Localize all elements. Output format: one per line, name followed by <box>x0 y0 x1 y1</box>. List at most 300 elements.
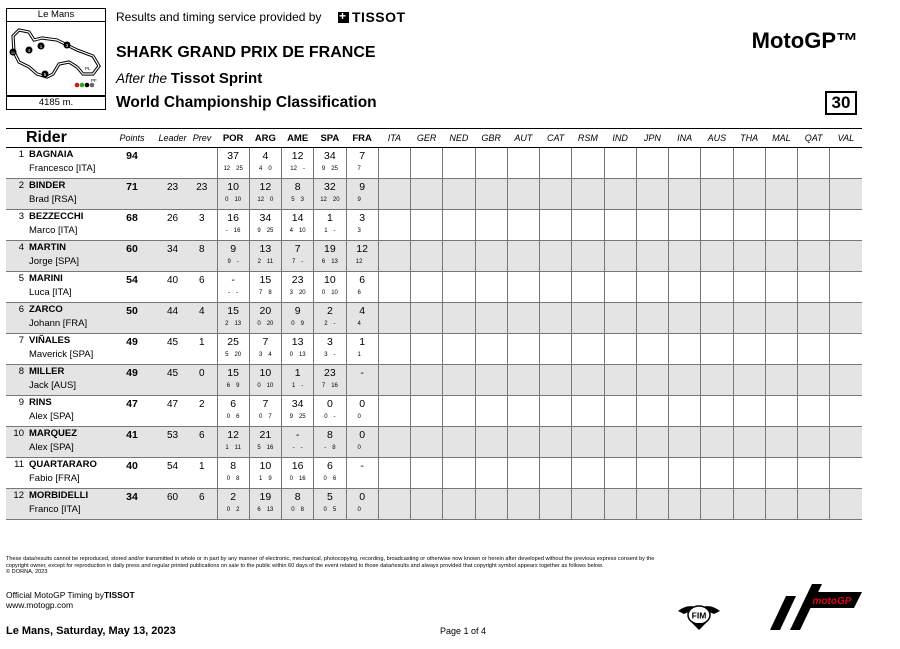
race-breakdown <box>218 320 249 329</box>
race-result-empty <box>830 179 862 210</box>
svg-text:FIM: FIM <box>691 610 707 621</box>
race-result-empty <box>636 365 668 396</box>
swiss-cross-icon <box>338 12 349 23</box>
race-result-empty <box>507 396 539 427</box>
breakdown-value: 7 <box>268 414 272 420</box>
race-result-empty <box>798 148 830 179</box>
race-result-empty <box>507 458 539 489</box>
race-breakdown <box>282 475 313 484</box>
race-result-empty <box>572 303 604 334</box>
race-result-empty <box>475 458 507 489</box>
race-result-empty <box>636 179 668 210</box>
race-result-cell <box>346 303 378 334</box>
race-points: 1 <box>294 367 301 379</box>
race-points: 9 <box>359 181 366 193</box>
race-result-empty <box>765 241 797 272</box>
breakdown-value: 25 <box>331 166 338 172</box>
race-points: 1 <box>359 336 366 348</box>
breakdown-value: 20 <box>234 352 242 358</box>
column-race-ger: GER <box>411 129 443 148</box>
race-result-empty <box>378 334 410 365</box>
race-result-empty <box>798 241 830 272</box>
breakdown-value: 3 <box>289 290 293 296</box>
page-number: Page 1 of 4 <box>440 626 487 636</box>
race-breakdown <box>314 475 345 484</box>
race-result-empty <box>733 210 765 241</box>
race-result-empty <box>830 396 862 427</box>
breakdown-value: 9 <box>321 166 326 172</box>
rider-cell <box>6 365 106 396</box>
race-result-empty <box>378 241 410 272</box>
race-points: 25 <box>227 336 239 348</box>
column-race-gbr: GBR <box>475 129 507 148</box>
breakdown-value: - <box>333 228 336 234</box>
race-result-empty <box>443 489 475 520</box>
race-breakdown <box>250 506 281 515</box>
race-points: 23 <box>324 367 336 379</box>
race-result-cell <box>314 427 346 458</box>
rider-points: 54 <box>106 272 158 303</box>
race-result-empty <box>701 272 733 303</box>
breakdown-value: - <box>225 228 228 234</box>
race-result-empty <box>765 272 797 303</box>
breakdown-value: 10 <box>331 290 338 296</box>
race-breakdown <box>250 196 281 205</box>
race-points: 19 <box>259 491 272 503</box>
race-result-empty <box>830 241 862 272</box>
breakdown-value: 10 <box>234 197 242 203</box>
breakdown-value: 12 <box>290 166 297 172</box>
race-breakdown <box>218 444 249 453</box>
breakdown-value: 2 <box>324 321 328 327</box>
race-result-empty <box>830 272 862 303</box>
race-result-empty <box>540 179 572 210</box>
race-points: 12 <box>227 429 239 441</box>
race-breakdown <box>282 258 313 267</box>
race-result-cell <box>282 396 314 427</box>
rider-row <box>6 489 862 520</box>
race-breakdown <box>218 413 249 422</box>
race-result-empty <box>475 241 507 272</box>
breakdown-value: 0 <box>324 414 328 420</box>
gap-to-leader: 34 <box>158 241 187 272</box>
race-result-empty <box>475 365 507 396</box>
breakdown-value: 4 <box>289 228 293 234</box>
rider-surname: MILLER <box>29 366 65 377</box>
race-result-empty <box>540 241 572 272</box>
rider-position: 2 <box>18 180 24 191</box>
gap-to-leader: 45 <box>158 365 187 396</box>
race-points: - <box>360 460 364 472</box>
rider-firstname-nation: Franco [ITA] <box>29 504 81 515</box>
race-result-empty <box>830 365 862 396</box>
race-points: 19 <box>324 243 336 255</box>
session-subtitle: After the Tissot Sprint <box>116 70 263 87</box>
race-points: 7 <box>359 150 366 162</box>
race-result-empty <box>411 427 443 458</box>
breakdown-value: 0 <box>226 507 231 513</box>
race-breakdown <box>347 320 378 329</box>
race-result-empty <box>733 272 765 303</box>
race-result-cell <box>314 179 346 210</box>
race-breakdown <box>218 475 249 484</box>
race-result-empty <box>733 365 765 396</box>
race-result-empty <box>798 272 830 303</box>
gap-to-previous: 4 <box>187 303 217 334</box>
race-breakdown <box>282 320 313 329</box>
race-result-empty <box>475 210 507 241</box>
rider-row <box>6 179 862 210</box>
race-points: 34 <box>324 150 336 162</box>
race-breakdown <box>218 289 249 298</box>
race-result-cell <box>249 303 281 334</box>
rider-line <box>8 334 106 348</box>
motogp-logo <box>760 578 864 632</box>
column-race-aut: AUT <box>507 129 539 148</box>
race-result-cell <box>217 303 249 334</box>
race-points: 7 <box>262 398 269 410</box>
race-points: 8 <box>294 181 301 193</box>
race-points: 2 <box>326 305 333 317</box>
race-result-empty <box>604 241 636 272</box>
race-result-empty <box>636 489 668 520</box>
race-result-cell <box>346 365 378 396</box>
breakdown-value: 12 <box>355 259 363 265</box>
breakdown-value: - <box>228 290 231 296</box>
race-points: 12 <box>356 243 368 255</box>
race-breakdown <box>314 258 345 267</box>
race-breakdown <box>282 351 313 360</box>
race-result-empty <box>443 241 475 272</box>
race-points: 8 <box>230 460 237 472</box>
rider-position: 6 <box>18 304 24 315</box>
rider-line <box>8 210 106 224</box>
race-result-empty <box>701 179 733 210</box>
race-result-cell <box>282 241 314 272</box>
race-result-empty <box>701 489 733 520</box>
race-breakdown <box>218 165 249 174</box>
race-result-cell <box>217 427 249 458</box>
breakdown-value: 0 <box>357 445 361 451</box>
breakdown-value: 0 <box>289 352 293 358</box>
rider-points: 49 <box>106 334 158 365</box>
race-points: 15 <box>227 305 239 317</box>
gap-to-previous: 6 <box>187 489 217 520</box>
column-points: Points <box>106 129 158 148</box>
race-result-cell <box>314 303 346 334</box>
race-result-empty <box>572 396 604 427</box>
race-result-empty <box>733 148 765 179</box>
rider-firstname-nation: Marco [ITA] <box>29 225 78 236</box>
race-result-empty <box>507 303 539 334</box>
race-result-empty <box>411 272 443 303</box>
race-result-empty <box>507 334 539 365</box>
race-result-empty <box>604 458 636 489</box>
rider-points: 34 <box>106 489 158 520</box>
race-result-empty <box>475 148 507 179</box>
rider-cell <box>6 427 106 458</box>
race-result-empty <box>604 334 636 365</box>
breakdown-value: - <box>236 290 239 296</box>
race-breakdown <box>314 196 345 205</box>
race-result-cell <box>249 458 281 489</box>
rider-cell <box>6 179 106 210</box>
race-result-empty <box>572 489 604 520</box>
race-result-empty <box>636 458 668 489</box>
race-breakdown <box>218 506 249 515</box>
gap-to-previous: 6 <box>187 427 217 458</box>
race-result-empty <box>604 210 636 241</box>
breakdown-value: 2 <box>257 259 261 265</box>
race-result-empty <box>830 427 862 458</box>
race-result-empty <box>540 458 572 489</box>
race-result-cell <box>217 458 249 489</box>
rider-position: 8 <box>18 366 24 377</box>
breakdown-value: 0 <box>357 414 361 420</box>
rider-line <box>8 179 106 193</box>
race-result-cell <box>346 334 378 365</box>
column-race-mal: MAL <box>765 129 797 148</box>
race-result-empty <box>830 303 862 334</box>
race-result-empty <box>411 365 443 396</box>
race-result-empty <box>636 148 668 179</box>
race-result-empty <box>411 489 443 520</box>
race-breakdown <box>314 382 345 391</box>
race-result-cell <box>249 210 281 241</box>
race-result-empty <box>540 272 572 303</box>
copyright-notice: These data/results cannot be reproduced, stored and/or transmitted in whole or in part by any manner of electronic, mechanical, photocopying, recording, broadcasting or otherwise now known or herein after developed without the previous express consent by the copyright owner, except for reproduction in daily press and regular printed publications on sale to the public within 60 days of the event related to those data/results and always provided that copyright symbol appears together as follows below. © DORNA, 2023 <box>6 556 655 576</box>
motogp-wordmark: MotoGP™ <box>751 28 858 53</box>
gap-to-previous: 2 <box>187 396 217 427</box>
race-result-empty <box>443 396 475 427</box>
race-points: 14 <box>291 212 304 224</box>
rider-cell <box>6 396 106 427</box>
race-result-empty <box>475 396 507 427</box>
rider-line <box>8 458 106 472</box>
race-result-empty <box>765 210 797 241</box>
column-race-ina: INA <box>669 129 701 148</box>
rider-firstname-nation: Brad [RSA] <box>29 194 77 205</box>
race-result-cell <box>314 210 346 241</box>
breakdown-value: 2 <box>236 507 240 513</box>
race-points: 16 <box>291 460 304 472</box>
race-points: 5 <box>326 491 333 503</box>
race-result-empty <box>604 148 636 179</box>
race-breakdown <box>250 444 281 453</box>
rider-row <box>6 303 862 334</box>
svg-text:11: 11 <box>10 50 16 55</box>
breakdown-value: 11 <box>234 445 241 451</box>
race-result-empty <box>798 210 830 241</box>
race-result-empty <box>636 241 668 272</box>
breakdown-value: 6 <box>257 507 261 513</box>
race-result-empty <box>443 334 475 365</box>
race-result-empty <box>669 365 701 396</box>
race-result-empty <box>378 179 410 210</box>
race-points: - <box>295 429 300 441</box>
race-result-empty <box>765 396 797 427</box>
breakdown-value: 0 <box>323 476 327 482</box>
race-result-empty <box>604 489 636 520</box>
race-result-empty <box>572 272 604 303</box>
race-breakdown <box>282 413 313 422</box>
race-result-empty <box>378 303 410 334</box>
race-result-empty <box>669 458 701 489</box>
race-points: 2 <box>230 491 237 503</box>
breakdown-value: 5 <box>257 445 261 451</box>
breakdown-value: 20 <box>332 197 340 203</box>
race-result-empty <box>572 179 604 210</box>
race-result-cell <box>282 489 314 520</box>
fim-logo <box>676 597 722 631</box>
breakdown-value: 6 <box>321 259 326 265</box>
breakdown-value: 6 <box>236 414 240 420</box>
race-result-cell <box>282 334 314 365</box>
race-result-cell <box>249 489 281 520</box>
breakdown-value: 3 <box>324 352 328 358</box>
race-result-cell <box>314 148 346 179</box>
race-result-empty <box>572 210 604 241</box>
race-result-empty <box>443 365 475 396</box>
race-result-empty <box>765 365 797 396</box>
race-result-empty <box>507 241 539 272</box>
rider-surname: QUARTARARO <box>29 459 97 470</box>
rider-firstname-nation: Luca [ITA] <box>29 287 72 298</box>
race-breakdown <box>347 444 378 453</box>
rider-surname: MORBIDELLI <box>29 490 89 501</box>
race-result-cell <box>217 241 249 272</box>
race-breakdown <box>250 382 281 391</box>
column-race-jpn: JPN <box>636 129 668 148</box>
rider-line <box>8 241 106 255</box>
race-result-cell <box>249 427 281 458</box>
column-race-val: VAL <box>830 129 862 148</box>
svg-text:1: 1 <box>39 44 43 49</box>
race-points: 0 <box>359 398 366 410</box>
rider-position: 10 <box>13 428 24 439</box>
gap-to-leader <box>158 148 187 179</box>
race-result-cell <box>249 365 281 396</box>
race-result-empty <box>701 365 733 396</box>
race-result-empty <box>798 179 830 210</box>
breakdown-value: 4 <box>268 352 272 358</box>
race-result-empty <box>507 148 539 179</box>
race-points: 12 <box>259 181 272 193</box>
breakdown-value: 0 <box>257 321 261 327</box>
race-result-empty <box>733 489 765 520</box>
race-result-empty <box>572 427 604 458</box>
race-result-cell <box>282 427 314 458</box>
rider-surname: MARINI <box>29 273 63 284</box>
race-result-empty <box>378 272 410 303</box>
breakdown-value: 1 <box>225 445 229 451</box>
race-result-empty <box>443 148 475 179</box>
race-breakdown <box>218 258 249 267</box>
race-points: 10 <box>259 460 272 472</box>
race-points: 12 <box>291 150 304 162</box>
column-race-arg: ARG <box>249 129 281 148</box>
race-result-empty <box>798 489 830 520</box>
race-result-cell <box>282 365 314 396</box>
rider-row <box>6 396 862 427</box>
breakdown-value: 3 <box>259 352 263 358</box>
race-points: - <box>360 367 364 379</box>
breakdown-value: 16 <box>266 445 274 451</box>
race-result-empty <box>475 489 507 520</box>
breakdown-value: 1 <box>259 476 263 482</box>
breakdown-value: - <box>292 445 295 451</box>
gap-to-leader: 53 <box>158 427 187 458</box>
race-result-empty <box>636 303 668 334</box>
race-result-empty <box>411 334 443 365</box>
race-breakdown <box>282 382 313 391</box>
race-result-empty <box>669 272 701 303</box>
race-result-cell <box>346 427 378 458</box>
column-race-qat: QAT <box>798 129 830 148</box>
race-result-empty <box>669 210 701 241</box>
rider-position: 3 <box>18 211 24 222</box>
race-result-empty <box>798 334 830 365</box>
rider-row <box>6 334 862 365</box>
rider-surname: MARQUEZ <box>29 428 78 439</box>
breakdown-value: 0 <box>226 476 231 482</box>
website-link[interactable]: www.motogp.com <box>6 600 74 610</box>
race-result-empty <box>540 427 572 458</box>
race-result-cell <box>346 396 378 427</box>
timing-provider-text: Results and timing service provided by <box>116 10 322 24</box>
breakdown-value: 16 <box>331 383 338 389</box>
rider-row <box>6 148 862 179</box>
race-result-empty <box>798 365 830 396</box>
race-points: 23 <box>291 274 304 286</box>
breakdown-value: 0 <box>257 383 261 389</box>
breakdown-value: 8 <box>268 290 272 296</box>
race-points: 4 <box>359 305 366 317</box>
race-result-cell <box>282 458 314 489</box>
race-result-cell <box>346 179 378 210</box>
race-breakdown <box>218 351 249 360</box>
rider-line <box>8 272 106 286</box>
race-result-empty <box>540 303 572 334</box>
race-result-cell <box>217 272 249 303</box>
race-result-empty <box>507 489 539 520</box>
race-result-empty <box>636 396 668 427</box>
race-result-empty <box>378 427 410 458</box>
race-result-empty <box>475 272 507 303</box>
race-breakdown <box>347 413 378 422</box>
breakdown-value: 0 <box>291 321 295 327</box>
race-result-empty <box>572 458 604 489</box>
race-breakdown <box>314 413 345 422</box>
rider-surname: RINS <box>29 397 52 408</box>
race-result-empty <box>604 396 636 427</box>
race-result-empty <box>443 427 475 458</box>
race-points: 16 <box>227 212 239 224</box>
rider-line <box>8 148 106 162</box>
track-map <box>6 22 106 96</box>
tissot-logo: + TISSOT <box>338 9 406 25</box>
rider-firstname-nation: Alex [SPA] <box>29 442 74 453</box>
breakdown-value: 0 <box>225 197 229 203</box>
race-points: 0 <box>359 491 366 503</box>
race-breakdown <box>347 196 378 205</box>
race-result-empty <box>830 148 862 179</box>
race-points: 34 <box>291 398 304 410</box>
race-result-empty <box>669 396 701 427</box>
rider-points: 49 <box>106 365 158 396</box>
breakdown-value: 8 <box>300 507 304 513</box>
gap-to-previous: 1 <box>187 458 217 489</box>
